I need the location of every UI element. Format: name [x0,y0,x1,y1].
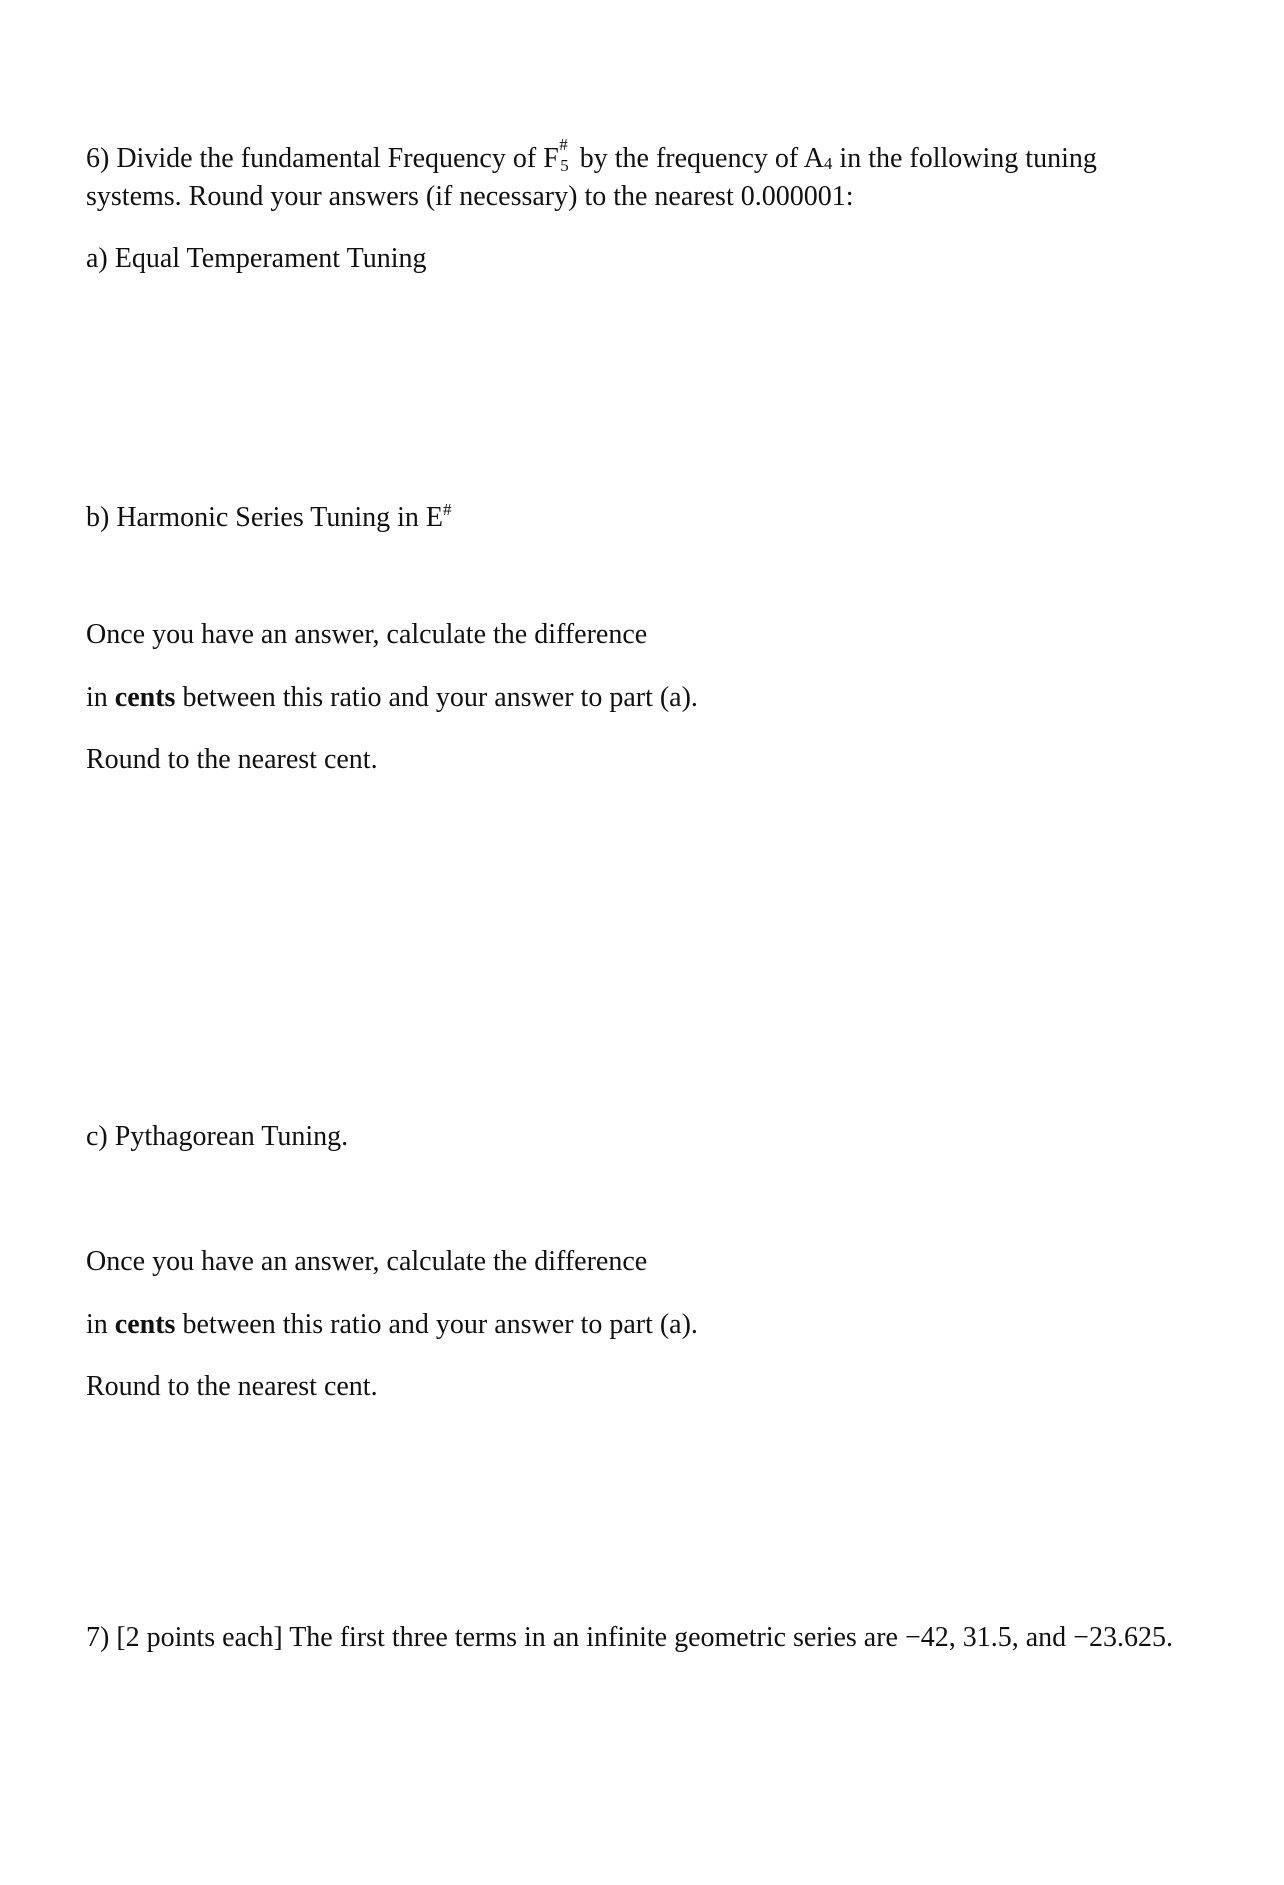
note-a-letter: A [803,143,824,174]
q6-intro-a: 6) Divide the fundamental Frequency of [86,143,544,174]
q6-c-diff-line1: Once you have an answer, calculate the difference [86,1246,648,1277]
q6-b-diff-pre: in [86,682,115,713]
note-f-letter: F [543,143,559,174]
sharp-symbol: # [559,135,568,154]
q6-heading-line1 [86,135,1097,181]
octave-4: 4 [823,154,833,173]
q6-intro-c: in the following tuning [832,143,1097,174]
q6-b-diff-line1: Once you have an answer, calculate the difference [86,619,648,650]
q6-part-b-text: b) Harmonic Series Tuning in E [86,502,443,533]
q6-c-diff-pre: in [86,1309,115,1340]
q6-c-diff-post: between this ratio and your answer to part (a). [175,1309,698,1340]
q6-c-diff-line2 [86,1308,698,1342]
q6-intro-b: by the frequency of [572,143,804,174]
q6-part-b [86,493,452,535]
q6-heading-line2: systems. Round your answers (if necessary) to the nearest 0.000001: [86,181,854,212]
q6-b-diff-post: between this ratio and your answer to part (a). [175,682,698,713]
sharp-symbol: # [443,500,452,519]
q6-part-a: a) Equal Temperament Tuning [86,243,427,274]
q6-c-diff-line3: Round to the nearest cent. [86,1371,378,1402]
q6-b-diff-line3: Round to the nearest cent. [86,744,378,775]
q6-b-diff-line2 [86,681,698,715]
q6-c-diff-cents: cents [114,1309,176,1340]
q7-text: 7) [2 points each] The first three terms in an infinite geometric series are −42, 31.5, and −23.625. [86,1622,1173,1653]
note-f-sharp-5 [543,135,573,176]
octave-5: 5 [560,156,569,175]
q6-part-c: c) Pythagorean Tuning. [86,1121,349,1152]
q6-b-diff-cents: cents [114,682,176,713]
